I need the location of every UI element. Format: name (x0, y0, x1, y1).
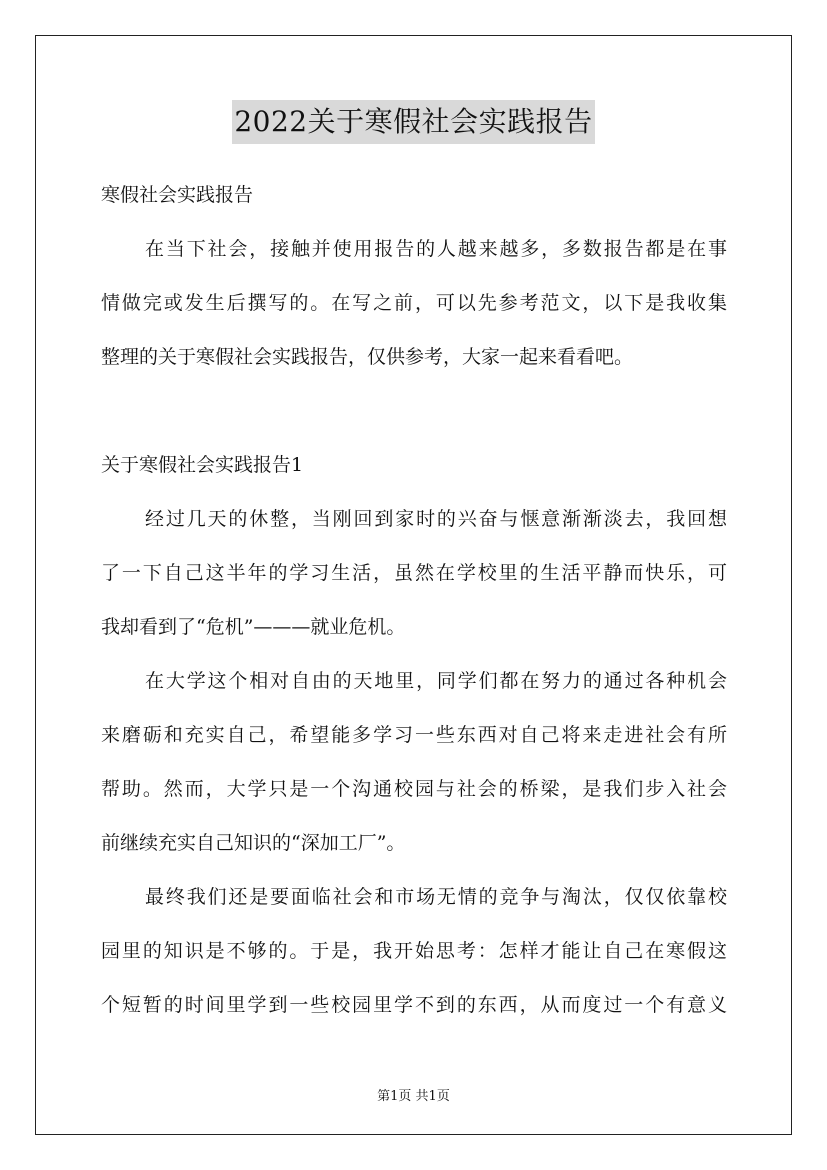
section-heading: 关于寒假社会实践报告1 (101, 454, 304, 476)
paragraph-line: 最终我们还是要面临社会和市场无情的竞争与淘汰，仅仅依靠校 (145, 886, 727, 908)
paragraph-line: 了一下自己这半年的学习生活，虽然在学校里的生活平静而快乐，可 (101, 562, 727, 584)
paragraph-line: 园里的知识是不够的。于是，我开始思考：怎样才能让自己在寒假这 (101, 940, 727, 962)
paragraph-line: 帮助。然而，大学只是一个沟通校园与社会的桥梁，是我们步入社会 (101, 778, 727, 800)
paragraph-line: 个短暂的时间里学到一些校园里学不到的东西，从而度过一个有意义 (101, 994, 727, 1016)
paragraph-line: 我却看到了“危机”———就业危机。 (101, 616, 406, 638)
page-footer: 第1页 共1页 (377, 1089, 450, 1104)
paragraph-line: 前继续充实自己知识的“深加工厂”。 (101, 832, 406, 854)
intro-line: 整理的关于寒假社会实践报告，仅供参考，大家一起来看看吧。 (101, 346, 634, 368)
intro-line: 在当下社会，接触并使用报告的人越来越多，多数报告都是在事 (145, 238, 727, 260)
title-container (0, 100, 827, 144)
document-title: 2022关于寒假社会实践报告 (232, 100, 594, 144)
paragraph-line: 经过几天的休整，当刚回到家时的兴奋与惬意渐渐淡去，我回想 (145, 508, 727, 530)
intro-line: 情做完或发生后撰写的。在写之前，可以先参考范文，以下是我收集 (101, 292, 727, 314)
paragraph-line: 来磨砺和充实自己，希望能多学习一些东西对自己将来走进社会有所 (101, 724, 727, 746)
paragraph-line: 在大学这个相对自由的天地里，同学们都在努力的通过各种机会 (145, 670, 727, 692)
intro-heading: 寒假社会实践报告 (101, 184, 254, 206)
